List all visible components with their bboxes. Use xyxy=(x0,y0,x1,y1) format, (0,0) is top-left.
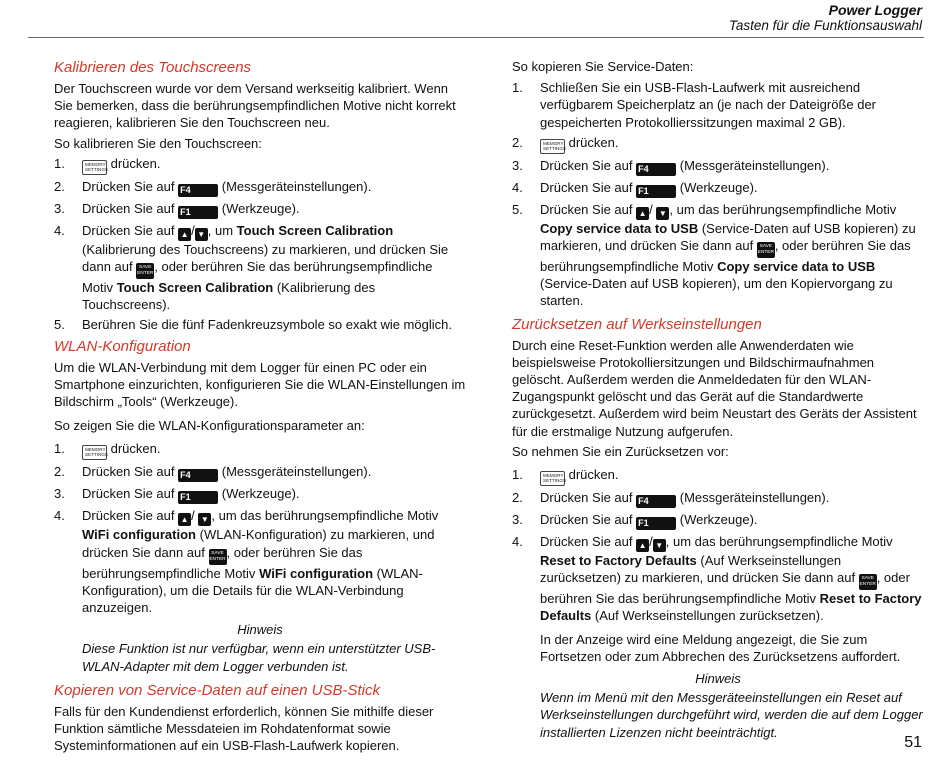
step-text: (Kalibrierung des Touchscreens). xyxy=(82,280,376,313)
step-text: , oder berühren Sie das berührungsempfindliche Motiv xyxy=(82,259,433,296)
step-text: drücken. xyxy=(568,134,619,150)
step-text: , oder berühren Sie das berührungsempfindliche Motiv xyxy=(540,238,911,275)
menu-term: WiFi configuration xyxy=(259,565,374,581)
menu-term: Reset to Factory Defaults xyxy=(540,591,922,624)
step-text: drücken. xyxy=(568,467,619,483)
note-text: Wenn im Menü mit den Messgeräteeinstellungen ein Reset auf Werkseinstellungen durchgeführt wird, werden die auf dem Logger installierten Lizenzen nicht beeinträchtigt. xyxy=(540,690,923,740)
list-item xyxy=(512,489,924,508)
step-number: 2. xyxy=(54,178,65,194)
section-heading-copy-service-data: Kopieren von Service-Daten auf einen USB-Stick xyxy=(54,681,381,699)
wlan-lead: So zeigen Sie die WLAN-Konfigurationsparameter an: xyxy=(54,418,365,434)
up-arrow-key-icon: ▲ xyxy=(178,228,191,241)
touchscreen-lead: So kalibrieren Sie den Touchscreen: xyxy=(54,135,262,151)
list-item xyxy=(54,200,466,219)
f1-key-icon: F1 xyxy=(636,185,676,198)
menu-term: Copy service data to USB xyxy=(540,220,699,236)
step-number: 3. xyxy=(512,157,523,173)
copy-intro: Falls für den Kundendienst erforderlich, können Sie mithilfe dieser Funktion sämtliche Messdateien im Rohdatenformat sowie Systeminformationen auf ein USB-Flash-Laufwerk kopieren. xyxy=(54,703,434,754)
touchscreen-intro: Der Touchscreen wurde vor dem Versand werkseitig kalibriert. Wenn Sie bemerken, dass die berührungsempfindlichen Motive nicht korrekt reagieren, kalibrieren Sie den Touchscreen neu. xyxy=(54,81,456,131)
list-item xyxy=(512,79,924,131)
step-number: 1. xyxy=(512,80,523,96)
step-text: Drücken Sie auf xyxy=(82,200,175,216)
note-text: Diese Funktion ist nur verfügbar, wenn ein unterstützter USB-WLAN-Adapter mit dem Logger verbunden ist. xyxy=(82,641,436,674)
step-note-paragraph: In der Anzeige wird eine Meldung angezeigt, die Sie zum Fortsetzen oder zum Abbrechen des Zurücksetzens auffordert. xyxy=(540,631,901,664)
wlan-steps xyxy=(54,440,466,616)
step-text: , um xyxy=(207,222,234,238)
step-text: , oder berühren Sie das berührungsempfindliche Motiv xyxy=(82,544,363,581)
step-text: Drücken Sie auf xyxy=(540,201,633,217)
step-text: (Werkzeuge). xyxy=(679,512,758,528)
step-text: drücken. xyxy=(110,155,161,171)
header-title: Power Logger xyxy=(828,2,922,18)
reset-steps xyxy=(512,466,924,665)
down-arrow-key-icon: ▼ xyxy=(195,228,208,241)
menu-term: Touch Screen Calibration xyxy=(116,280,274,296)
touchscreen-steps xyxy=(54,155,466,334)
memory-settings-key-icon: MEMORY SETTINGS xyxy=(82,160,107,175)
list-item xyxy=(54,316,466,333)
menu-term: Copy service data to USB xyxy=(717,259,876,275)
step-number: 3. xyxy=(54,200,65,216)
list-item xyxy=(54,155,466,175)
slash: / xyxy=(649,201,653,217)
list-item xyxy=(54,222,466,314)
step-text: Drücken Sie auf xyxy=(82,486,175,502)
step-text: (Auf Werkseinstellungen zurücksetzen) zu markieren, und drücken Sie dann auf xyxy=(540,553,856,586)
save-enter-key-icon: SAVE ENTER xyxy=(757,242,775,258)
up-arrow-key-icon: ▲ xyxy=(636,539,649,552)
step-number: 1. xyxy=(512,467,523,483)
f1-key-icon: F1 xyxy=(178,206,218,219)
step-text: , um das berührungsempfindliche Motiv xyxy=(665,534,893,550)
step-text: (Auf Werkseinstellungen zurücksetzen). xyxy=(594,608,824,624)
memory-settings-key-icon: MEMORY SETTINGS xyxy=(82,445,107,460)
step-text: Drücken Sie auf xyxy=(540,490,633,506)
section-heading-factory-reset: Zurücksetzen auf Werkseinstellungen xyxy=(512,315,762,333)
step-text: (WLAN-Konfiguration), um die Details für die WLAN-Verbindung anzuzeigen. xyxy=(82,565,423,616)
note-title: Hinweis xyxy=(695,671,741,687)
wlan-intro: Um die WLAN-Verbindung mit dem Logger für einen PC oder ein Smartphone einzurichten, konfigurieren Sie die WLAN-Einstellungen im Bildschirm „Tools“ (Werkzeuge). xyxy=(54,359,466,410)
step-text: Drücken Sie auf xyxy=(82,178,175,194)
slash: / xyxy=(649,534,653,550)
step-text: (Messgeräteinstellungen). xyxy=(679,157,830,173)
save-enter-key-icon: SAVE ENTER xyxy=(209,549,227,565)
step-text: , um das berührungsempfindliche Motiv xyxy=(211,508,439,524)
step-number: 2. xyxy=(512,134,523,150)
list-item xyxy=(512,134,924,154)
list-item xyxy=(54,440,466,460)
step-text: Drücken Sie auf xyxy=(540,179,633,195)
step-text: (Werkzeuge). xyxy=(221,486,300,502)
f1-key-icon: F1 xyxy=(178,491,218,504)
copy-steps xyxy=(512,79,924,309)
down-arrow-key-icon: ▼ xyxy=(656,207,669,220)
step-text: Drücken Sie auf xyxy=(540,512,633,528)
list-item xyxy=(512,533,924,665)
f1-key-icon: F1 xyxy=(636,517,676,530)
down-arrow-key-icon: ▼ xyxy=(198,513,211,526)
slash: / xyxy=(191,222,195,238)
copy-lead: So kopieren Sie Service-Daten: xyxy=(512,59,694,74)
section-heading-wlan: WLAN-Konfiguration xyxy=(54,337,191,355)
step-text: (Service-Daten auf USB kopieren) zu markieren, und drücken Sie dann auf xyxy=(540,220,916,254)
step-number: 4. xyxy=(54,222,65,238)
up-arrow-key-icon: ▲ xyxy=(636,207,649,220)
step-text: Berühren Sie die fünf Fadenkreuzsymbole so exakt wie möglich. xyxy=(82,317,452,333)
up-arrow-key-icon: ▲ xyxy=(178,513,191,526)
list-item xyxy=(54,485,466,504)
step-text: , oder berühren Sie das berührungsempfindliche Motiv xyxy=(540,570,910,607)
step-number: 2. xyxy=(512,490,523,506)
down-arrow-key-icon: ▼ xyxy=(653,539,666,552)
right-column xyxy=(512,58,924,741)
step-text: Drücken Sie auf xyxy=(82,222,175,238)
list-item xyxy=(512,201,924,310)
step-number: 4. xyxy=(512,179,523,195)
step-number: 2. xyxy=(54,464,65,480)
f4-key-icon: F4 xyxy=(178,469,218,482)
step-text: (Service-Daten auf USB kopieren), um den Kopiervorgang zu starten. xyxy=(540,276,893,309)
step-text: (Messgeräteinstellungen). xyxy=(221,178,372,194)
step-text: (WLAN-Konfiguration) zu markieren, und drücken Sie dann auf xyxy=(82,527,435,560)
section-heading-touchscreen: Kalibrieren des Touchscreens xyxy=(54,59,252,76)
memory-settings-key-icon: MEMORY SETTINGS xyxy=(540,139,565,154)
reset-intro: Durch eine Reset-Funktion werden alle Anwenderdaten wie beispielsweise Protokolliersitzungen und Bildschirmaufnahmen gelöscht. Außerdem werden die Anmeldedaten für den WLAN-Zugangspunkt gelöscht und das Gerät auf die Standardwerte zurückgesetzt. Außerdem wird beim Neustart des Geräts der Assistent für die erstmalige Nutzung aufgerufen. xyxy=(512,337,917,439)
list-item xyxy=(54,178,466,197)
f4-key-icon: F4 xyxy=(636,495,676,508)
step-text: Drücken Sie auf xyxy=(82,508,175,524)
step-number: 5. xyxy=(54,317,65,333)
step-text: (Kalibrierung des Touchscreens) zu markieren, und drücken Sie dann auf xyxy=(82,241,449,275)
list-item xyxy=(512,157,924,176)
step-text: Drücken Sie auf xyxy=(540,157,633,173)
page-header xyxy=(729,3,922,34)
left-column xyxy=(54,58,466,757)
step-text: Drücken Sie auf xyxy=(540,534,633,550)
note-title: Hinweis xyxy=(237,622,283,638)
list-item xyxy=(54,463,466,482)
memory-settings-key-icon: MEMORY SETTINGS xyxy=(540,471,565,486)
menu-term: Reset to Factory Defaults xyxy=(540,553,697,569)
list-item xyxy=(512,511,924,530)
step-text: Schließen Sie ein USB-Flash-Laufwerk mit ausreichend verfügbarem Speicherplatz an (je nach der Dateigröße der gespeicherten Protokollierssitzungen maximal 2 GB). xyxy=(540,80,877,130)
step-number: 4. xyxy=(54,508,65,524)
step-text: , um das berührungsempfindliche Motiv xyxy=(669,201,897,217)
step-number: 4. xyxy=(512,534,523,550)
step-number: 5. xyxy=(512,201,523,217)
save-enter-key-icon: SAVE ENTER xyxy=(136,263,154,279)
slash: / xyxy=(191,508,195,524)
step-number: 3. xyxy=(54,486,65,502)
menu-term: Touch Screen Calibration xyxy=(236,222,394,238)
menu-term: WiFi configuration xyxy=(82,527,196,543)
list-item xyxy=(54,507,466,616)
header-rule xyxy=(28,37,924,38)
page-number: 51 xyxy=(904,734,922,751)
step-number: 1. xyxy=(54,441,65,457)
step-text: (Werkzeuge). xyxy=(221,200,300,216)
reset-lead: So nehmen Sie ein Zurücksetzen vor: xyxy=(512,443,729,459)
list-item xyxy=(512,179,924,198)
list-item xyxy=(512,466,924,486)
save-enter-key-icon: SAVE ENTER xyxy=(859,574,877,590)
step-text: (Werkzeuge). xyxy=(679,179,758,195)
step-text: Drücken Sie auf xyxy=(82,464,175,480)
step-number: 1. xyxy=(54,155,65,171)
step-text: (Messgeräteinstellungen). xyxy=(221,464,372,480)
step-text: drücken. xyxy=(110,441,161,457)
f4-key-icon: F4 xyxy=(636,163,676,176)
f4-key-icon: F4 xyxy=(178,184,218,197)
step-number: 3. xyxy=(512,512,523,528)
header-subtitle: Tasten für die Funktionsauswahl xyxy=(728,18,922,33)
step-text: (Messgeräteinstellungen). xyxy=(679,490,830,506)
